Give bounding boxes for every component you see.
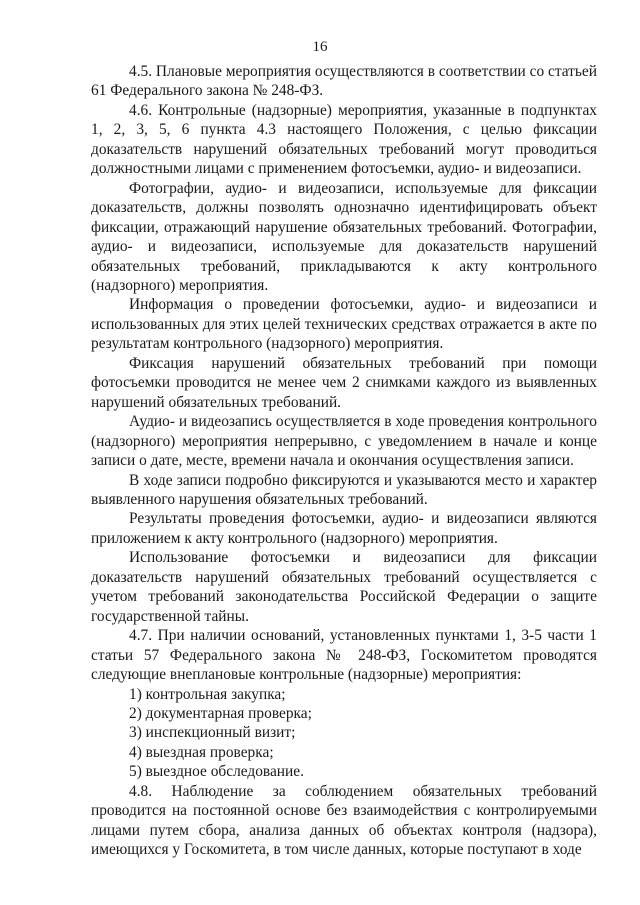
list-item: 2) документарная проверка; (129, 704, 312, 722)
paragraph-4-8: 4.8. Наблюдение за соблюдением обязательных требований проводится на постоянной основе без взаимодействия с контролируемыми лицами путем сбора, анализа данных об объектах контроля (надзора), имеющихся у Госкомитета, в том числе данных, которые поступают в ходе (91, 782, 597, 859)
paragraph-4-7: 4.7. При наличии оснований, установленных пунктами 1, 3-5 части 1 статьи 57 Федерального закона № 248-ФЗ, Госкомитетом проводятся следующие внеплановые контрольные (надзорные) мероприятия: (91, 627, 597, 684)
list-item: 5) выездное обследование. (129, 763, 304, 781)
paragraph-audio-video: Аудио- и видеозапись осуществляется в ходе проведения контрольного (надзорного) мероприятия непрерывно, с уведомлением в начале и конце записи о дате, месте, времени начала и окончания осуществления записи. (91, 413, 597, 470)
paragraph-recording-details: В ходе записи подробно фиксируются и указываются место и характер выявленного нарушения обязательных требований. (91, 471, 597, 508)
list-item: 3) инспекционный визит; (129, 724, 296, 742)
list-item: 1) контрольная закупка; (129, 685, 286, 703)
paragraph-4-5: 4.5. Плановые мероприятия осуществляются в соответствии со статьей 61 Федерального закона № 248-ФЗ. (91, 63, 597, 100)
paragraph-4-6: 4.6. Контрольные (надзорные) мероприятия, указанные в подпунктах 1, 2, 3, 5, 6 пункта 4.3 настоящего Положения, с целью фиксации доказательств нарушений обязательных требований могут проводиться должностными лицами с применением фотосъемки, аудио- и видеозаписи. (91, 101, 597, 178)
paragraph-recording-info: Информация о проведении фотосъемки, аудио- и видеозаписи и использованных для этих целей технических средствах отражается в акте по результатам контрольного (надзорного) мероприятия. (91, 296, 597, 353)
paragraph-photo-fixation: Фиксация нарушений обязательных требований при помощи фотосъемки проводится не менее чем 2 снимками каждого из выявленных нарушений обязательных требований. (91, 354, 597, 411)
document-body (91, 62, 597, 860)
paragraph-state-secret: Использование фотосъемки и видеозаписи для фиксации доказательств нарушений обязательных требований осуществляется с учетом требований законодательства Российской Федерации о защите государственной тайны. (91, 549, 597, 625)
paragraph-photo-requirements: Фотографии, аудио- и видеозаписи, используемые для фиксации доказательств, должны позволять однозначно идентифицировать объект фиксации, отражающий нарушение обязательных требований. Фотографии, аудио- и видеозаписи, используемые для доказательств нарушений обязательных требований, прикладываются к акту контрольного (надзорного) мероприятия. (91, 179, 597, 294)
list-item: 4) выездная проверка; (129, 743, 274, 761)
paragraph-results-attachment: Результаты проведения фотосъемки, аудио- и видеозаписи являются приложением к акту контрольного (надзорного) мероприятия. (91, 510, 597, 547)
page-number: 16 (312, 39, 328, 55)
